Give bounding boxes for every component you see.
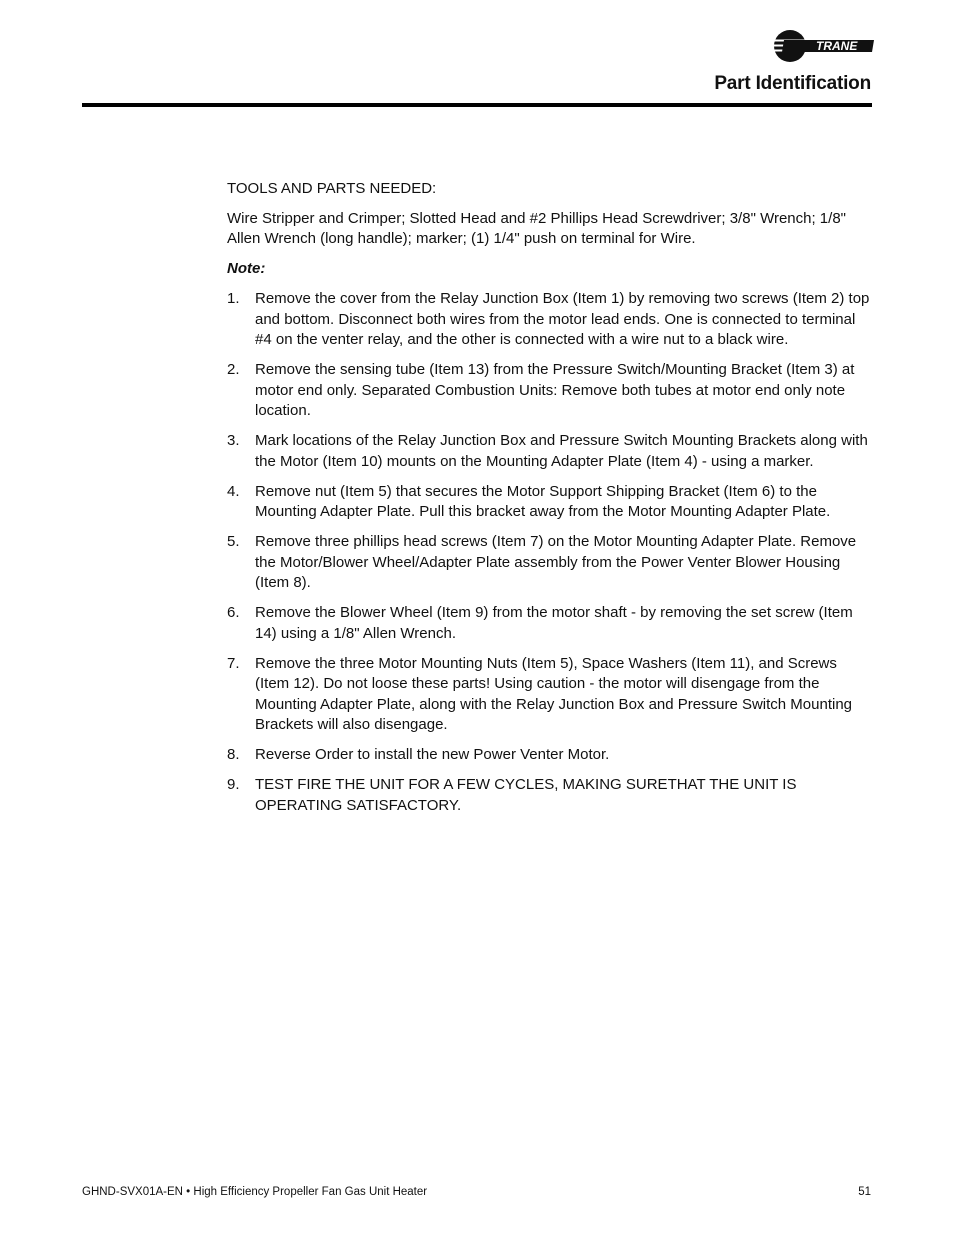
page-footer — [82, 1186, 871, 1198]
step-number: 6. — [227, 604, 240, 621]
tools-heading: TOOLS AND PARTS NEEDED: — [227, 180, 437, 197]
step-text: Remove the Blower Wheel (Item 9) from the motor shaft - by removing the set screw (Item 14) using a 1/8" Allen Wrench. — [255, 604, 853, 642]
step-text: Remove three phillips head screws (Item 7) on the Motor Mounting Adapter Plate. Remove the Motor/Blower Wheel/Adapter Plate assembly from the Power Venter Blower Housing (Item 8). — [255, 533, 857, 591]
step-text: Reverse Order to install the new Power Venter Motor. — [255, 746, 610, 763]
footer-doc-info: GHND-SVX01A-EN • High Efficiency Propeller Fan Gas Unit Heater — [82, 1186, 428, 1198]
step-item — [227, 360, 872, 422]
steps-list — [227, 289, 872, 816]
step-item — [227, 482, 872, 523]
step-text: Remove the sensing tube (Item 13) from the Pressure Switch/Mounting Bracket (Item 3) at motor end only. Separated Combustion Units: Remove both tubes at motor end only note location. — [255, 361, 855, 419]
step-item — [227, 603, 872, 644]
step-text: TEST FIRE THE UNIT FOR A FEW CYCLES, MAKING SURETHAT THE UNIT IS OPERATING SATISFACTORY. — [255, 776, 797, 814]
section-title: Part Identification — [714, 73, 871, 94]
step-item — [227, 745, 872, 766]
step-text: Mark locations of the Relay Junction Box and Pressure Switch Mounting Brackets along with the Motor (Item 10) mounts on the Mounting Adapter Plate (Item 4) - using a marker. — [255, 432, 868, 470]
main-content — [227, 179, 872, 826]
page-number: 51 — [858, 1186, 871, 1198]
step-item — [227, 775, 872, 816]
step-number: 7. — [227, 654, 240, 672]
step-item — [227, 431, 872, 472]
note-label: Note: — [227, 259, 266, 277]
step-number: 4. — [227, 482, 240, 500]
step-text: Remove the three Motor Mounting Nuts (Item 5), Space Washers (Item 11), and Screws (Item 12). Do not loose these parts! Using caution - the motor will disengage from the Mounting Adapter Plate, along with the Relay Junction Box and Pressure Switch Mounting Brackets will also disengage. — [255, 654, 853, 733]
step-item — [227, 532, 872, 594]
logo-text: TRANE — [816, 39, 858, 53]
tools-list: Wire Stripper and Crimper; Slotted Head and #2 Phillips Head Screwdriver; 3/8" Wrench; 1/8" Allen Wrench (long handle); marker; (1) 1/4" push on terminal for Wire. — [227, 209, 846, 247]
step-number: 9. — [227, 776, 240, 793]
trane-logo — [772, 28, 876, 64]
step-text: Remove the cover from the Relay Junction Box (Item 1) by removing two screws (Item 2) top and bottom. Disconnect both wires from the motor lead ends. One is connected to terminal #4 on the venter relay, and the other is connected with a wire nut to a black wire. — [255, 290, 870, 348]
step-number: 2. — [227, 361, 240, 378]
step-number: 3. — [227, 432, 240, 449]
header-rule — [82, 103, 872, 107]
step-item — [227, 654, 872, 736]
step-number: 1. — [227, 290, 240, 307]
step-number: 8. — [227, 746, 240, 763]
step-item — [227, 289, 872, 351]
step-text: Remove nut (Item 5) that secures the Motor Support Shipping Bracket (Item 6) to the Mounting Adapter Plate. Pull this bracket away from the Motor Mounting Adapter Plate. — [255, 482, 831, 520]
step-number: 5. — [227, 533, 240, 550]
